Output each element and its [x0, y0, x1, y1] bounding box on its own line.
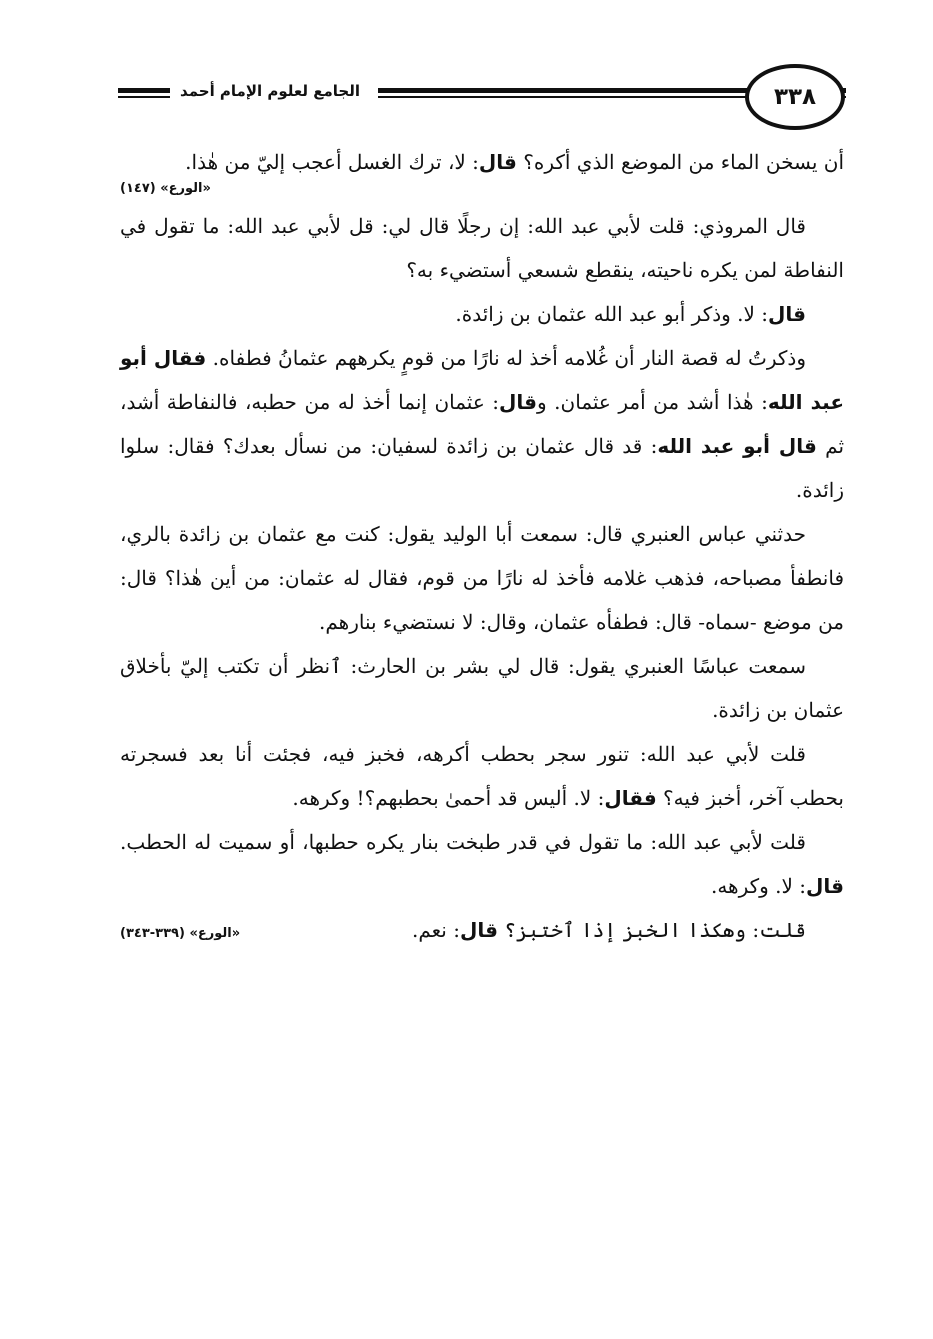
- paragraph-6: سمعت عباسًا العنبري يقول: قال لي بشر بن الحارث: ٱنظر أن تكتب إليّ بأخلاق عثمان بن زائدة.: [120, 654, 844, 722]
- paragraph-9: قلت: وهكذا الخبز إذا ٱختبز؟ قال: نعم.: [411, 918, 806, 942]
- keyword-qal: قال: [499, 390, 537, 414]
- citation-2: «الورع» (٣٣٩-٣٤٣): [120, 926, 241, 941]
- paragraph-2: قال المروذي: قلت لأبي عبد الله: إن رجلًا قال لي: قل لأبي عبد الله: ما تقول في النفاطة لمن يكره ناحيته، ينقطع شسعي أستضيء به؟: [120, 214, 844, 282]
- keyword-qal: قال: [768, 302, 806, 326]
- header-rule-mid-thick: [378, 88, 748, 93]
- keyword-qal: قال: [478, 150, 517, 174]
- paragraph-5: حدثني عباس العنبري قال: سمعت أبا الوليد يقول: كنت مع عثمان بن زائدة بالري، فانطفأ مصباحه، فذهب غلامه فأخذ له نارًا من قوم، فقال له عثمان: من أين هٰذا؟ قال: من موضع -سماه- قال: فطفأه عثمان، وقال: لا نستضيء بنارهم.: [120, 522, 844, 634]
- keyword-faqal: فقال: [604, 786, 657, 810]
- paragraph-1: أن يسخن الماء من الموضع الذي أكره؟ قال: لا، ترك الغسل أعجب إليّ من هٰذا.: [185, 150, 844, 174]
- paragraph-9-row: [120, 908, 844, 952]
- header-rule-mid-thin: [378, 96, 748, 98]
- paragraph-4: وذكرتُ له قصة النار أن غُلامه أخذ له نارًا من قومٍ يكرههم عثمانُ فطفاه. فقال أبو عبد الله: هٰذا أشد من أمر عثمان. وقال: عثمان إنما أخذ له من حطبه، فالنفاطة أشد، ثم قال أبو عبد الله: قد قال عثمان بن زائدة لسفيان: من نسأل بعدك؟ فقال: سلوا زائدة.: [120, 346, 845, 502]
- paragraph-3: قال: لا. وذكر أبو عبد الله عثمان بن زائدة.: [455, 302, 806, 326]
- running-title: الجامع لعلوم الإمام أحمد: [170, 82, 370, 100]
- page-body: [120, 140, 844, 952]
- citation-1: «الورع» (١٤٧): [120, 181, 211, 196]
- paragraph-8: قلت لأبي عبد الله: ما تقول في قدر طبخت بنار يكره حطبها، أو سميت له الحطب. قال: لا. وكرهه.: [120, 830, 844, 898]
- keyword-faqal-abu-abdallah: فقال أبو عبد الله: [120, 346, 845, 414]
- page-number: ٣٣٨: [745, 64, 845, 130]
- keyword-qal: قال: [459, 918, 498, 942]
- keyword-qal: قال: [806, 874, 844, 898]
- page-header: [118, 62, 846, 132]
- paragraph-7: قلت لأبي عبد الله: تنور سجر بحطب أكرهه، فخبز فيه، فجئت أنا بعد فسجرته بحطب آخر، أخبز فيه؟ فقال: لا. أليس قد أحمىٰ بحطبهم؟! وكرهه.: [120, 742, 844, 810]
- keyword-qal-abu-abdallah: قال أبو عبد الله: [657, 434, 817, 458]
